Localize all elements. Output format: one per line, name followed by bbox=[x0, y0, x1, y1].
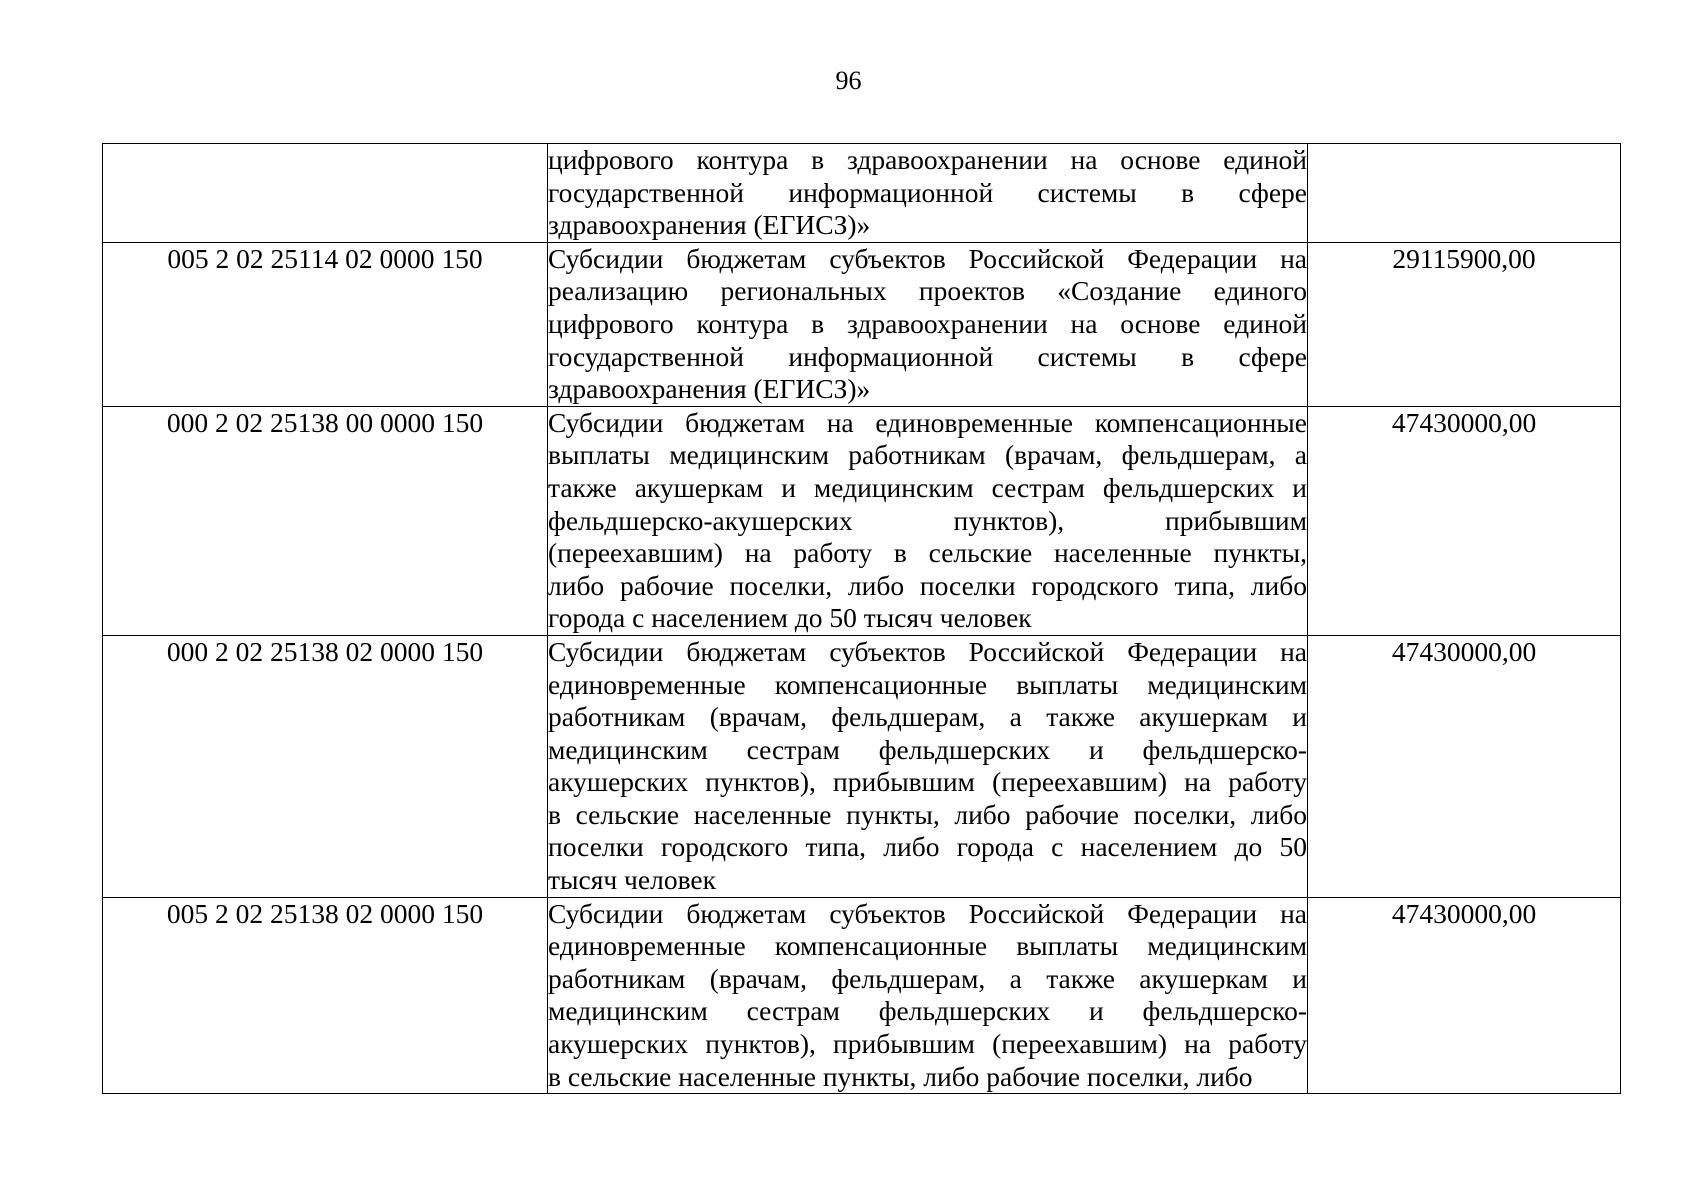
budget-code-cell: 005 2 02 25138 02 0000 150 bbox=[103, 897, 548, 1094]
table-row bbox=[103, 144, 1621, 243]
amount-cell: 47430000,00 bbox=[1308, 406, 1621, 635]
budget-code-cell bbox=[103, 144, 548, 243]
amount-cell: 47430000,00 bbox=[1308, 635, 1621, 897]
amount-cell: 29115900,00 bbox=[1308, 242, 1621, 406]
income-name-line: либо рабочие поселки, либо поселки городского типа, либо bbox=[548, 569, 1307, 601]
income-name-cell bbox=[548, 406, 1308, 635]
income-name-line: поселки городского типа, либо города с населением до 50 bbox=[548, 831, 1307, 863]
income-name-line: акушерских пунктов), прибывшим (переехавшим) на работу bbox=[548, 1028, 1307, 1060]
income-name-line: здравоохранения (ЕГИСЗ)» bbox=[548, 373, 871, 405]
income-name-line: цифрового контура в здравоохранении на основе единой bbox=[548, 307, 1307, 339]
income-name-line: государственной информационной системы в сфере bbox=[548, 340, 1307, 372]
income-name-line: города с населением до 50 тысяч человек bbox=[548, 602, 1032, 634]
amount-cell: 47430000,00 bbox=[1308, 897, 1621, 1094]
income-name-line: тысяч человек bbox=[548, 864, 716, 896]
income-name-line: Субсидии бюджетам субъектов Российской Федерации на bbox=[548, 635, 1307, 667]
income-name-line: фельдшерско-акушерских пунктов), прибывшим bbox=[548, 504, 1307, 536]
income-name-line: также акушеркам и медицинским сестрам фельдшерских и bbox=[548, 471, 1307, 503]
income-name-line: медицинским сестрам фельдшерских и фельдшерско- bbox=[548, 995, 1307, 1027]
table-row bbox=[103, 242, 1621, 406]
income-name-line: выплаты медицинским работникам (врачам, фельдшерам, а bbox=[548, 439, 1307, 471]
income-name-line: государственной информационной системы в сфере bbox=[548, 176, 1307, 208]
table-row bbox=[103, 897, 1621, 1094]
income-name-line: цифрового контура в здравоохранении на основе единой bbox=[548, 144, 1307, 175]
budget-code-cell: 000 2 02 25138 02 0000 150 bbox=[103, 635, 548, 897]
table-row bbox=[103, 635, 1621, 897]
income-name-line: медицинским сестрам фельдшерских и фельдшерско- bbox=[548, 733, 1307, 765]
income-name-line: Субсидии бюджетам субъектов Российской Федерации на bbox=[548, 242, 1307, 274]
income-name-cell bbox=[548, 242, 1308, 406]
income-name-line: акушерских пунктов), прибывшим (переехавшим) на работу bbox=[548, 766, 1307, 798]
income-name-cell bbox=[548, 144, 1308, 243]
income-name-line: работникам (врачам, фельдшерам, а также акушеркам и bbox=[548, 962, 1307, 994]
income-name-line: здравоохранения (ЕГИСЗ)» bbox=[548, 209, 871, 241]
budget-code-cell: 000 2 02 25138 00 0000 150 bbox=[103, 406, 548, 635]
budget-table bbox=[102, 143, 1621, 1094]
page-number: 96 bbox=[835, 66, 862, 95]
budget-table-body bbox=[103, 144, 1621, 1094]
budget-code-cell: 005 2 02 25114 02 0000 150 bbox=[103, 242, 548, 406]
income-name-cell bbox=[548, 897, 1308, 1094]
income-name-line: реализацию региональных проектов «Создание единого bbox=[548, 275, 1307, 307]
income-name-cell bbox=[548, 635, 1308, 897]
table-row bbox=[103, 406, 1621, 635]
income-name-line: Субсидии бюджетам на единовременные компенсационные bbox=[548, 406, 1307, 438]
income-name-line: единовременные компенсационные выплаты медицинским bbox=[548, 668, 1307, 700]
income-name-line: работникам (врачам, фельдшерам, а также акушеркам и bbox=[548, 701, 1307, 733]
income-name-line: единовременные компенсационные выплаты медицинским bbox=[548, 930, 1307, 962]
amount-cell bbox=[1308, 144, 1621, 243]
income-name-line: (переехавшим) на работу в сельские населенные пункты, bbox=[548, 537, 1307, 569]
income-name-line: Субсидии бюджетам субъектов Российской Федерации на bbox=[548, 897, 1307, 929]
income-name-line: в сельские населенные пункты, либо рабочие поселки, либо bbox=[548, 1060, 1253, 1092]
income-name-line: в сельские населенные пункты, либо рабочие поселки, либо bbox=[548, 798, 1307, 830]
